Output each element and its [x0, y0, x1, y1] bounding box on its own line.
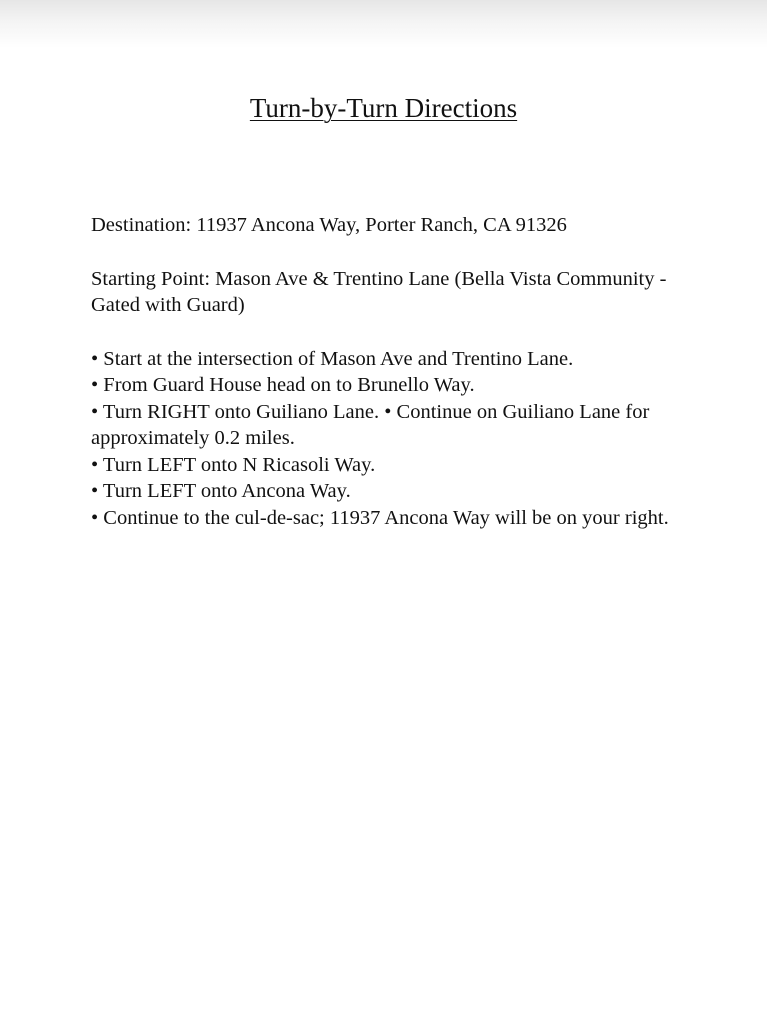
- step-item: • Start at the intersection of Mason Ave and Trentino Lane.: [91, 347, 574, 370]
- step-item: • Turn LEFT onto N Ricasoli Way.: [91, 453, 376, 476]
- spacer: [91, 319, 691, 346]
- destination-line: Destination: 11937 Ancona Way, Porter Ranch, CA 91326: [91, 214, 567, 236]
- page-title: Turn-by-Turn Directions: [249, 93, 518, 123]
- spacer: [91, 239, 691, 266]
- step-item: • From Guard House head on to Brunello Way.: [91, 374, 475, 396]
- step-item: • Turn LEFT onto Ancona Way.: [91, 480, 351, 502]
- step-item: • Turn RIGHT onto Guiliano Lane. • Continue on Guiliano Lane for approximately 0.2 miles.: [91, 400, 650, 449]
- directions-body: [91, 212, 691, 531]
- top-shadow: [0, 0, 767, 48]
- steps-list: [91, 346, 691, 532]
- step-item: • Continue to the cul-de-sac; 11937 Ancona Way will be on your right.: [91, 506, 669, 529]
- starting-point-line: Starting Point: Mason Ave & Trentino Lane (Bella Vista Community - Gated with Guard): [91, 267, 667, 316]
